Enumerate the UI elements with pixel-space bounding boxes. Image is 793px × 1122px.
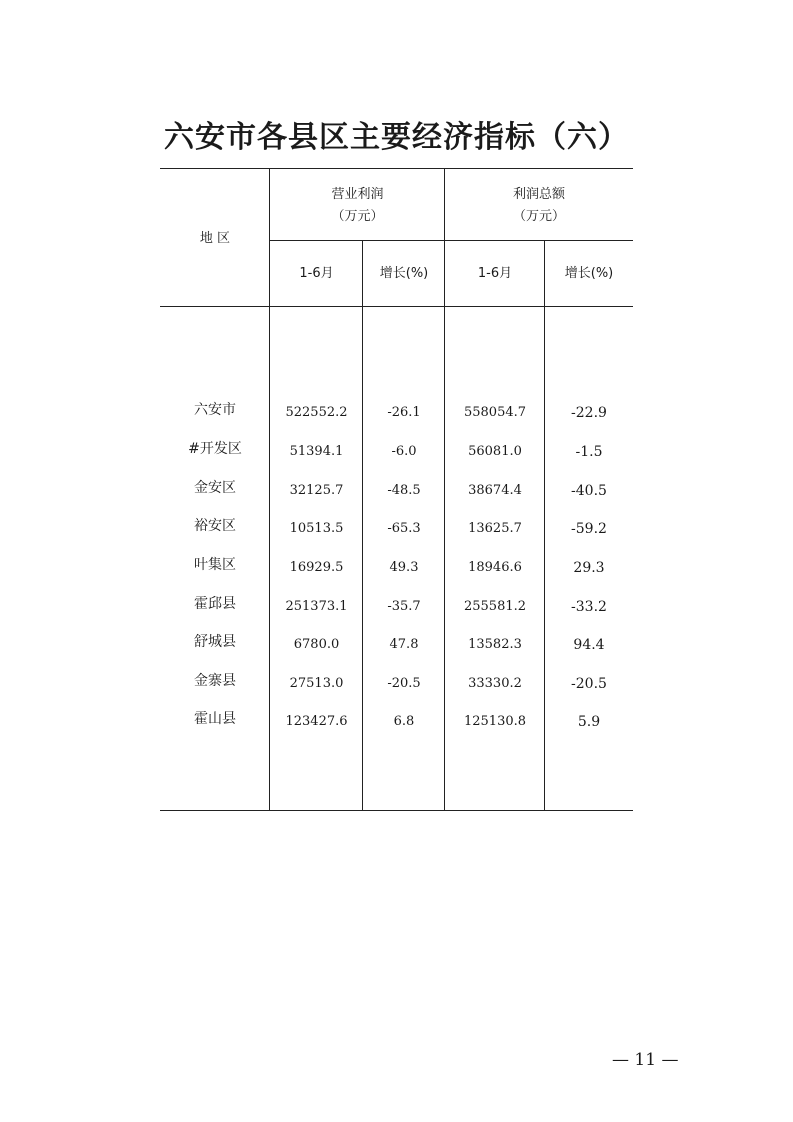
row-value-2: 13625.7 (468, 521, 522, 536)
row-growth-2: 5.9 (577, 714, 601, 730)
row-name: 霍邱县 (194, 596, 236, 612)
row-growth-1: -26.1 (387, 405, 421, 420)
row-growth-2: -33.2 (571, 599, 607, 615)
row-name: 叶集区 (194, 557, 236, 573)
row-growth-1: -35.7 (387, 599, 421, 614)
row-growth-2: 29.3 (573, 560, 605, 576)
header-group2-unit: （万元） (512, 209, 565, 224)
header-group1-period: 1-6月 (299, 266, 334, 281)
header-group2-label: 利润总额 (512, 187, 565, 202)
row-growth-1: -6.0 (391, 444, 417, 459)
header-region: 地 区 (199, 231, 231, 246)
row-growth-1: -65.3 (387, 521, 421, 536)
row-growth-2: -22.9 (571, 405, 607, 421)
header-group1-label: 营业利润 (331, 187, 384, 202)
row-name: 金安区 (194, 480, 236, 496)
row-growth-1: 47.8 (389, 637, 419, 652)
header-group1-unit: （万元） (331, 209, 384, 224)
row-growth-2: -20.5 (571, 676, 607, 692)
row-name: 六安市 (194, 402, 236, 418)
row-value-2: 56081.0 (468, 444, 522, 459)
row-value-2: 255581.2 (463, 599, 527, 614)
header-bottom-rule (160, 306, 633, 307)
row-value-2: 33330.2 (468, 676, 522, 691)
table-top-rule (160, 168, 633, 169)
row-value-1: 16929.5 (289, 560, 344, 575)
row-value-1: 10513.5 (289, 521, 344, 536)
row-value-1: 32125.7 (289, 483, 344, 498)
page-number: — 11 — (612, 1050, 679, 1070)
header-group1-growth: 增长(%) (379, 266, 429, 281)
row-growth-1: 6.8 (393, 714, 415, 729)
row-name: 霍山县 (194, 711, 236, 727)
row-growth-2: -40.5 (571, 483, 607, 499)
header-group-divider (270, 240, 633, 241)
header-group2-growth: 增长(%) (564, 266, 614, 281)
row-name: 金寨县 (194, 673, 236, 689)
row-value-2: 13582.3 (468, 637, 522, 652)
row-growth-2: 94.4 (573, 637, 605, 653)
row-value-2: 125130.8 (463, 714, 527, 729)
page-title: 六安市各县区主要经济指标（六） (164, 120, 629, 155)
row-growth-2: -59.2 (571, 521, 607, 537)
row-growth-2: -1.5 (575, 444, 603, 460)
row-value-1: 6780.0 (293, 637, 340, 652)
row-value-2: 558054.7 (463, 405, 527, 420)
header-group2-period: 1-6月 (477, 266, 513, 281)
row-name: 裕安区 (194, 518, 236, 534)
row-name: 舒城县 (194, 634, 236, 650)
row-growth-1: 49.3 (389, 560, 419, 575)
row-value-1: 123427.6 (285, 714, 348, 729)
row-name: #开发区 (188, 441, 242, 457)
row-value-1: 251373.1 (285, 599, 348, 614)
row-value-1: 51394.1 (289, 444, 344, 459)
row-value-2: 18946.6 (468, 560, 522, 575)
row-value-2: 38674.4 (468, 483, 522, 498)
row-value-1: 27513.0 (289, 676, 344, 691)
table-bottom-rule (160, 810, 633, 811)
row-growth-1: -48.5 (387, 483, 421, 498)
row-growth-1: -20.5 (387, 676, 421, 691)
row-value-1: 522552.2 (285, 405, 348, 420)
